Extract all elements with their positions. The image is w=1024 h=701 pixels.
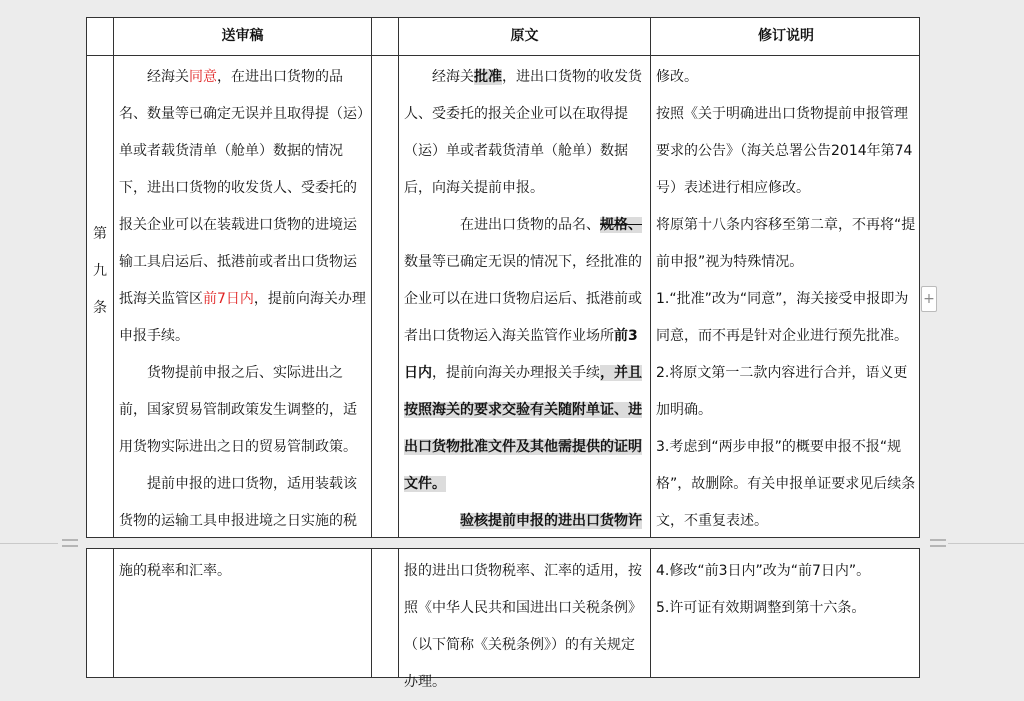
original-cell	[404, 59, 644, 614]
notes-cell-continued	[656, 553, 918, 627]
page-break	[0, 538, 1024, 548]
column-divider	[113, 18, 114, 537]
column-divider	[650, 18, 651, 537]
original-paragraph-1	[404, 59, 644, 207]
article-label-char: 九	[93, 263, 107, 279]
header-divider	[87, 55, 919, 56]
margin-mark	[62, 539, 78, 541]
article-label-char: 第	[93, 226, 107, 242]
note-item: 1.“批准”改为“同意”，海关接受申报即为同意，而不再是针对企业进行预先批准。	[656, 291, 909, 344]
revised-text: 同意	[189, 69, 217, 85]
text-run: ，提前向海关办理报关手续	[432, 365, 600, 381]
draft-paragraph-2: 货物提前申报之后、实际进出之前，国家贸易管制政策发生调整的，适用货物实际进出之日的贸易管制政策。	[119, 365, 357, 455]
text-run: 数量等已确定无误的情况下，经批准的企业可以在进口货物启运后、抵港前或者出口货物运入海关监管作业场所	[404, 254, 642, 344]
column-divider	[371, 549, 372, 677]
header-original: 原文	[510, 28, 539, 44]
text-run: 经海关	[432, 69, 474, 85]
deleted-text: 批准	[474, 69, 502, 85]
draft-paragraph-1	[119, 59, 367, 355]
revised-text: 前7日内	[203, 291, 254, 307]
note-item: 按照《关于明确进出口货物提前申报管理要求的公告》（海关总署公告2014年第74号）表述进行相应修改。	[656, 106, 913, 196]
column-divider	[113, 549, 114, 677]
deleted-text: ，并且按照海关的要求交验有关随附单证、进出口货物批准文件及其他需提供的证明文件。	[404, 365, 642, 492]
header-draft: 送审稿	[221, 28, 264, 44]
text-run: ，进出口货物的收发货人、受委托的报关企业可以在取得提（运）单或者载货清单（舱单）数据后，向海关提前申报。	[404, 69, 642, 196]
column-divider	[398, 18, 399, 537]
margin-mark	[930, 545, 946, 547]
table-page-2	[86, 548, 920, 690]
note-item: 2.将原文第一二款内容进行合并，语义更加明确。	[656, 365, 908, 418]
original-paragraph-2	[404, 207, 644, 503]
table-page-1	[86, 17, 920, 538]
original-cell-continued	[404, 553, 644, 701]
notes-cell	[656, 59, 918, 540]
draft-continued-text: 施的税率和汇率。	[119, 563, 231, 579]
page-break-line	[0, 543, 58, 544]
note-item: 将原第十八条内容移至第二章，不再将“提前申报”视为特殊情况。	[656, 217, 916, 270]
note-item: 4.修改“前3日内”改为“前7日内”。	[656, 563, 871, 579]
text-run: 在进出口货物的品名、	[460, 217, 600, 233]
draft-paragraph-3: 提前申报的进口货物，适用装载该货物的运输工具申报进境之日实施的税	[119, 476, 357, 529]
margin-mark	[930, 539, 946, 541]
deleted-text: 验核提前申报的进出口货物许	[404, 513, 642, 603]
original-continued-text: 报的进出口货物税率、汇率的适用，按照《中华人民共和国进出口关税条例》（以下简称《关税条例》）的有关规定办理。	[404, 563, 642, 690]
text-run: ，在进出口货物的品名、数量等已确定无误并且取得提（运）单或者载货清单（舱单）数据的情况下，进出口货物的收发货人、受委托的报关企业可以在装载进口货物的进境运输工具启运后、抵港前或者出口货物运抵海关监管区	[119, 69, 364, 307]
column-divider	[398, 549, 399, 677]
page-break-line	[948, 543, 1024, 544]
draft-cell-continued	[119, 553, 367, 590]
draft-cell	[119, 59, 367, 614]
changed-text: 前3日内	[404, 328, 638, 381]
add-row-button[interactable]: +	[921, 286, 937, 312]
deleted-text: 规格、	[600, 217, 642, 233]
text-run: ，提前向海关办理申报手续。	[119, 291, 366, 344]
column-divider	[650, 549, 651, 677]
header-revision-notes: 修订说明	[758, 28, 814, 44]
article-label-char: 条	[93, 300, 107, 316]
column-divider	[371, 18, 372, 537]
margin-mark	[62, 545, 78, 547]
note-item: 5.许可证有效期调整到第十六条。	[656, 600, 866, 616]
note-item: 3.考虑到“两步申报”的概要申报不报“规格”，故删除。有关申报单证要求见后续条文，不重复表述。	[656, 439, 916, 529]
article-label	[87, 216, 113, 327]
note-item: 修改。	[656, 69, 698, 85]
text-run: 经海关	[147, 69, 189, 85]
